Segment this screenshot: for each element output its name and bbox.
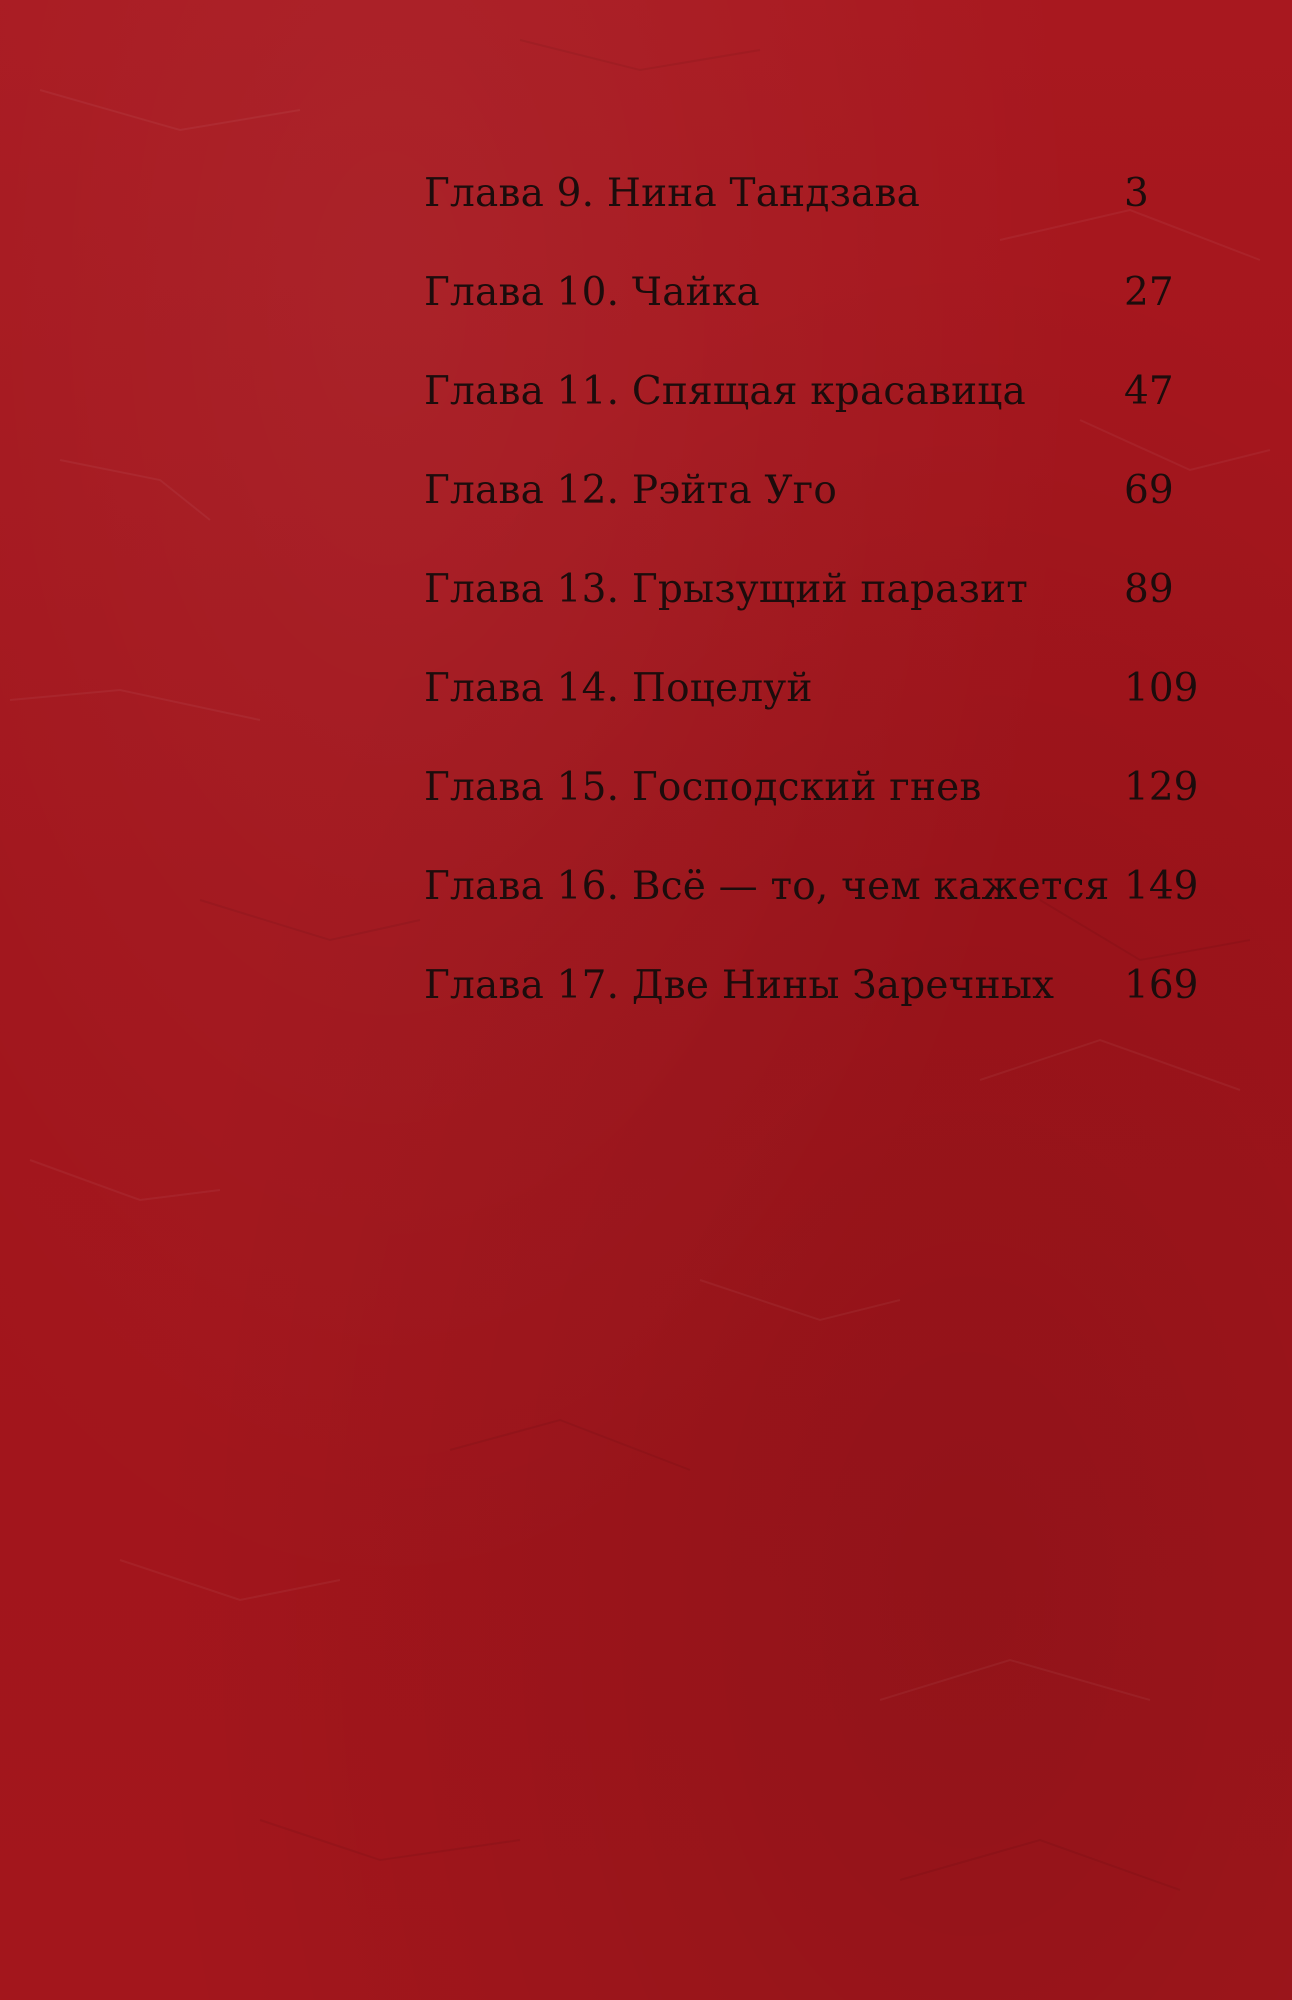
- chapter-page-number: 149: [1124, 864, 1199, 909]
- toc-entry: [424, 657, 1200, 756]
- chapter-page-number: 169: [1124, 963, 1199, 1008]
- chapter-title: Глава 16. Всё — то, чем кажется: [424, 864, 1110, 909]
- chapter-title: Глава 11. Спящая красавица: [424, 369, 1026, 414]
- toc-entry: [424, 756, 1200, 855]
- toc-entry: [424, 459, 1200, 558]
- chapter-title: Глава 12. Рэйта Уго: [424, 468, 838, 513]
- chapter-title: Глава 10. Чайка: [424, 270, 760, 315]
- chapter-page-number: 3: [1124, 171, 1149, 216]
- chapter-page-number: 129: [1124, 765, 1199, 810]
- chapter-page-number: 47: [1124, 369, 1174, 414]
- chapter-title: Глава 9. Нина Тандзава: [424, 171, 921, 216]
- chapter-page-number: 89: [1124, 567, 1174, 612]
- table-of-contents: [424, 162, 1200, 1053]
- chapter-page-number: 69: [1124, 468, 1174, 513]
- toc-entry: [424, 855, 1200, 954]
- chapter-title: Глава 15. Господский гнев: [424, 765, 982, 810]
- toc-entry: [424, 954, 1200, 1053]
- chapter-page-number: 27: [1124, 270, 1174, 315]
- toc-entry: [424, 360, 1200, 459]
- chapter-page-number: 109: [1124, 666, 1199, 711]
- chapter-title: Глава 14. Поцелуй: [424, 666, 813, 711]
- toc-entry: [424, 261, 1200, 360]
- toc-entry: [424, 558, 1200, 657]
- chapter-title: Глава 13. Грызущий паразит: [424, 567, 1029, 612]
- chapter-title: Глава 17. Две Нины Заречных: [424, 963, 1055, 1008]
- toc-entry: [424, 162, 1200, 261]
